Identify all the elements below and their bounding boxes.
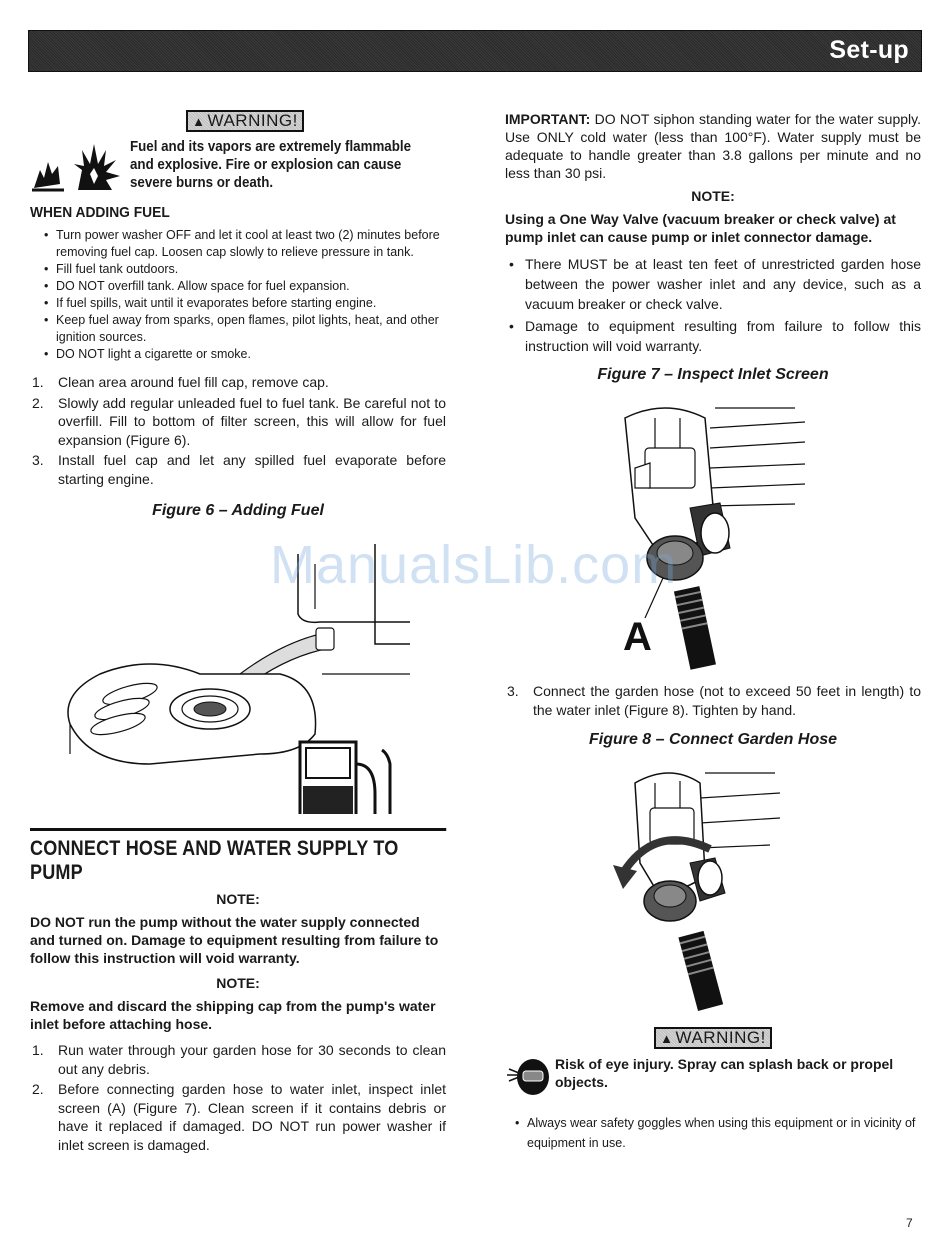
section-title-connect-hose: CONNECT HOSE AND WATER SUPPLY TO PUMP (30, 828, 446, 885)
step-number: 1. (32, 374, 44, 390)
watermark: ManualsLib.com (270, 535, 678, 595)
page-section-title: Set-up (829, 36, 909, 64)
step-number: 2. (32, 1081, 44, 1097)
note-label: NOTE: (691, 188, 735, 204)
header-bar (28, 30, 922, 72)
note-text: Remove and discard the shipping cap from the pump's water inlet before attaching hose. (30, 998, 436, 1032)
list-item: • Damage to equipment resulting from failure to follow this instruction will void warranty. (505, 316, 921, 356)
step-number: 3. (507, 683, 519, 699)
fuel-bullet-list (44, 227, 446, 363)
threaded-connector-icon (674, 586, 716, 670)
list-item: • Turn power washer OFF and let it cool at least two (2) minutes before removing fuel cap. Loosen cap slowly to relieve pressure in tank. (44, 227, 446, 261)
list-item: • Fill fuel tank outdoors. (44, 261, 446, 278)
figure8-connect-hose-illustration (505, 753, 921, 1023)
important-label: IMPORTANT: (505, 111, 591, 127)
adding-fuel-heading: WHEN ADDING FUEL (30, 204, 170, 221)
important-text: DO NOT siphon standing water for the water supply. Use ONLY cold water (less than 100°F). Water supply must be adequate to handle greater than 3.8 gallons per minute and no less than 30 psi. (505, 111, 921, 181)
warning-badge (186, 110, 304, 132)
fuel-steps-list (30, 373, 446, 488)
warning-badge-label: WARNING! (207, 111, 298, 130)
list-item: • DO NOT overfill tank. Allow space for fuel expansion. (44, 278, 446, 295)
step-number: 3. (32, 452, 44, 468)
figure7-label-a: A (623, 615, 652, 659)
step-number: 1. (32, 1042, 44, 1058)
step-text: Slowly add regular unleaded fuel to fuel tank. Be careful not to overfill. Fill to bottom of filter screen, this will allow for fuel expansion (Figure 6). (58, 394, 446, 448)
step-text: Run water through your garden hose for 30 seconds to clean out any debris. (58, 1042, 446, 1077)
connect-steps-list (505, 682, 921, 719)
note-bullet-list (505, 254, 921, 356)
right-column (505, 110, 921, 1153)
step-text: Before connecting garden hose to water inlet, inspect inlet screen (A) (Figure 7). Clean screen if it contains debris or have it replaced if damaged. DO NOT run power washer if inlet screen is damaged. (58, 1081, 446, 1153)
important-paragraph (505, 110, 921, 182)
step-text: Connect the garden hose (not to exceed 50 feet in length) to the water inlet (Figure 8). Tighten by hand. (533, 683, 921, 718)
note-text: Using a One Way Valve (vacuum breaker or check valve) at pump inlet can cause pump or inlet connector damage. (505, 211, 896, 245)
step-text: Clean area around fuel fill cap, remove cap. (58, 374, 329, 390)
warning-badge (654, 1027, 772, 1049)
figure8-caption: Figure 8 – Connect Garden Hose (588, 731, 838, 748)
safety-goggles-icon (505, 1055, 551, 1099)
list-item: • There MUST be at least ten feet of unrestricted garden hose between the power washer inlet and any device, such as a vacuum breaker or check valve. (505, 254, 921, 314)
goggles-bullet-list (515, 1113, 921, 1153)
figure7-inlet-screen-illustration (505, 388, 921, 678)
list-item: • If fuel spills, wait until it evaporates before starting engine. (44, 295, 446, 312)
page-number: 7 (906, 1216, 913, 1230)
warning-triangle-icon: ▲ (192, 114, 206, 129)
left-column (30, 110, 446, 1156)
list-item: • Always wear safety goggles when using this equipment or in vicinity of equipment in use. (515, 1113, 921, 1153)
eye-warning-text: Risk of eye injury. Spray can splash back or propel objects. (555, 1056, 894, 1090)
warning-badge-row (505, 1027, 921, 1049)
figure6-caption: Figure 6 – Adding Fuel (152, 502, 324, 519)
warning-badge-label: WARNING! (675, 1028, 766, 1047)
note-label: NOTE: (216, 975, 260, 991)
fire-warning-row (30, 138, 446, 192)
list-item (30, 373, 446, 392)
list-item (30, 1041, 446, 1078)
figure7-caption: Figure 7 – Inspect Inlet Screen (597, 366, 829, 383)
list-item: • Keep fuel away from sparks, open flames, pilot lights, heat, and other ignition sources. (44, 312, 446, 346)
step-number: 2. (32, 394, 44, 411)
eye-warning-row (505, 1055, 921, 1099)
warning-badge-row (44, 110, 446, 132)
hose-steps-list (30, 1041, 446, 1154)
list-item (30, 1080, 446, 1154)
list-item (30, 394, 446, 450)
list-item (505, 682, 921, 719)
list-item: • DO NOT light a cigarette or smoke. (44, 346, 446, 363)
note-label: NOTE: (216, 891, 260, 907)
warning-triangle-icon: ▲ (660, 1031, 674, 1046)
list-item (30, 451, 446, 488)
step-text: Install fuel cap and let any spilled fuel evaporate before starting engine. (58, 452, 446, 487)
fire-warning-text: Fuel and its vapors are extremely flammable and explosive. Fire or explosion can cause severe burns or death. (130, 139, 412, 191)
fire-explosion-icon (30, 140, 126, 192)
note-text: DO NOT run the pump without the water supply connected and turned on. Damage to equipment resulting from failure to follow this instruction will void warranty. (30, 914, 439, 966)
